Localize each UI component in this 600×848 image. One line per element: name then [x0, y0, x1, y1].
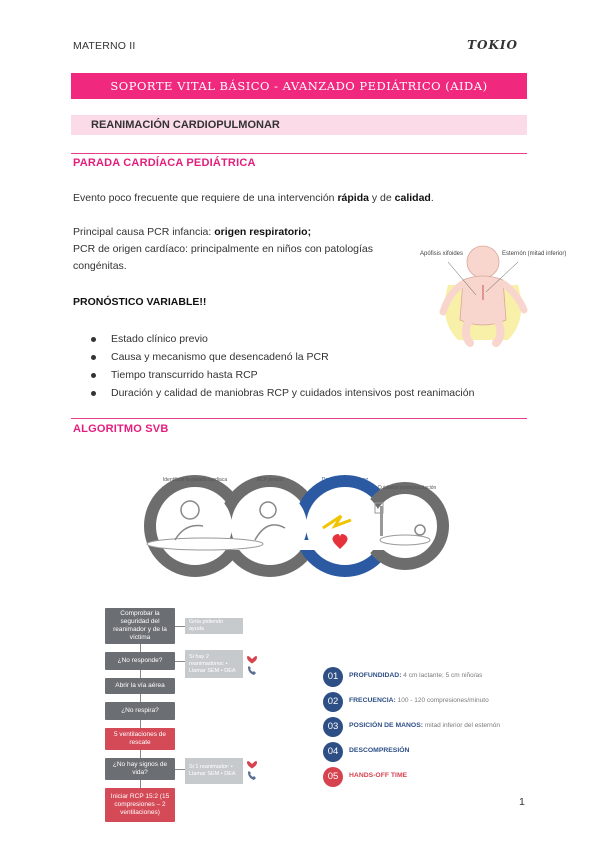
infant-chest-figure [418, 240, 567, 345]
quality-item: HANDS-OFF TIME [349, 772, 408, 779]
flow-arrow [140, 694, 141, 702]
figure-label-sternum: Esternón (mitad inferior) [502, 251, 567, 257]
section-divider [71, 418, 527, 419]
ring-label: Identificar la parada cardiaca [162, 477, 228, 483]
quality-item: PROFUNDIDAD: 4 cm lactante; 5 cm niño/as [349, 672, 483, 679]
page-number: 1 [519, 796, 525, 808]
header-author: TOKIO [467, 38, 518, 52]
section-title-algoritmo: ALGORITMO SVB [73, 423, 169, 435]
flow-box: Comprobar la seguridad del reanimador y de la víctima [105, 608, 175, 644]
list-item: Causa y mecanismo que desencadenó la PCR [91, 348, 474, 366]
heart-phone-icon [245, 650, 259, 678]
ring-label: Desfibrilación precoz [321, 477, 369, 483]
flow-arrow [140, 750, 141, 758]
flow-box: Iniciar RCP 15:2 (15 compresiones – 2 ventilaciones) [105, 788, 175, 822]
flow-box: ¿No hay signos de vida? [105, 758, 175, 780]
flow-arrow [175, 626, 185, 627]
prognosis-list [91, 330, 474, 402]
flow-arrow [140, 780, 141, 788]
flow-arrow [140, 720, 141, 728]
flow-arrow [175, 661, 185, 662]
subtitle-banner: REANIMACIÓN CARDIOPULMONAR [71, 115, 527, 135]
cause-paragraph: Principal causa PCR infancia: origen respiratorio; PCR de origen cardíaco: principalmente en niños con patologías congénitas. [73, 226, 374, 272]
flow-side-box: Si 1 reanimador: • Llamar SEM • DEA [185, 758, 243, 784]
section-divider [71, 153, 527, 154]
heart-phone-icon [245, 755, 259, 783]
figure-label-xiphoid: Apófisis xifoides [420, 251, 464, 257]
quality-item: POSICIÓN DE MANOS: mitad inferior del esternón [349, 722, 500, 729]
intro-paragraph: Evento poco frecuente que requiere de una intervención rápida y de calidad. [73, 192, 434, 204]
list-item: Duración y calidad de maniobras RCP y cuidados intensivos post reanimación [91, 384, 474, 402]
flow-box: ¿No respira? [105, 702, 175, 720]
section-title-parada: PARADA CARDÍACA PEDIÁTRICA [73, 157, 256, 169]
quality-number: 05 [323, 767, 343, 787]
list-item: Tiempo transcurrido hasta RCP [91, 366, 474, 384]
list-item: Estado clínico previo [91, 330, 474, 348]
chain-of-survival [145, 468, 445, 583]
ring-label: Cuidados postresucitación [377, 485, 437, 491]
flow-arrow [140, 644, 141, 652]
flow-box: 5 ventilaciones de rescate [105, 728, 175, 750]
flow-box: Abrir la vía aérea [105, 678, 175, 694]
quality-item: DESCOMPRESIÓN [349, 747, 410, 754]
title-banner: SOPORTE VITAL BÁSICO - AVANZADO PEDIÁTRICO (AIDA) [71, 73, 527, 99]
header-subject: MATERNO II [73, 40, 136, 52]
flow-side-box: Grita pidiendo ayuda [185, 618, 243, 634]
ring-label: RCP precoz [256, 477, 284, 483]
flow-arrow [175, 769, 185, 770]
quality-number: 02 [323, 692, 343, 712]
quality-item: FRECUENCIA: 100 - 120 compresiones/minuto [349, 697, 489, 704]
quality-number: 01 [323, 667, 343, 687]
quality-number: 03 [323, 717, 343, 737]
quality-number: 04 [323, 742, 343, 762]
prognosis-heading: PRONÓSTICO VARIABLE!! [73, 296, 207, 308]
flow-box: ¿No responde? [105, 652, 175, 670]
flow-side-box: Si hay 2 reanimadores: • Llamar SEM • DEA [185, 650, 243, 678]
flow-arrow [140, 670, 141, 678]
